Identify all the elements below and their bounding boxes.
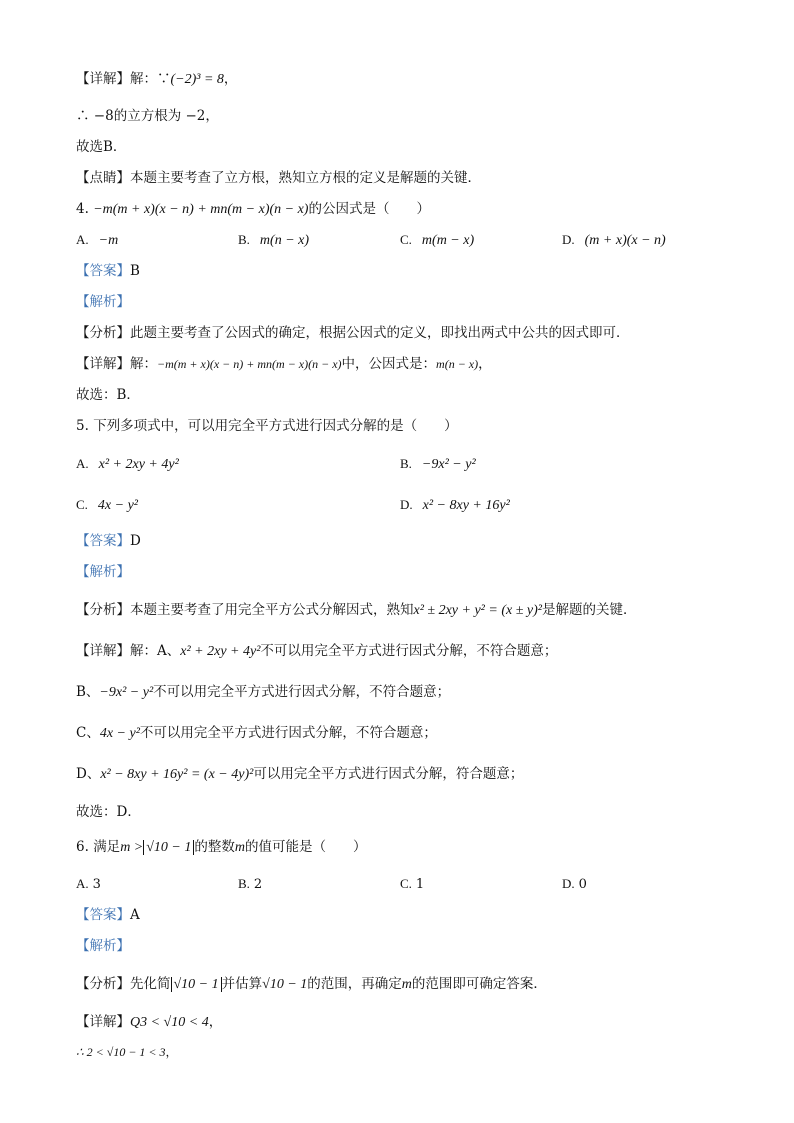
answer-value: D: [130, 533, 141, 549]
q6-stem-text-3: 的值可能是（ ）: [245, 839, 367, 855]
q3-therefore: ∴ −8的立方根为 −2，: [76, 108, 219, 124]
fenxi-var: m: [401, 977, 412, 992]
option-key: B.: [238, 876, 250, 891]
detail-label: 【详解】: [76, 356, 130, 372]
detail-prefix: B、: [76, 684, 100, 700]
q5-option-a: [76, 455, 179, 474]
detail-text: 不可以用完全平方式进行因式分解，不符合题意；: [139, 725, 437, 741]
q6-fenxi: [76, 975, 547, 994]
q6-option-b: [238, 875, 262, 894]
detail-punct: ，: [223, 71, 238, 87]
q5-option-c: [76, 496, 138, 515]
option-key: A.: [76, 456, 89, 471]
option-text: x² + 2xy + 4y²: [98, 457, 179, 472]
analysis-label: 【解析】: [76, 938, 130, 954]
detail-end: ，: [208, 1014, 223, 1030]
answer-label: 【答案】: [76, 263, 130, 279]
detail-text: 可以用完全平方式进行因式分解，符合题意；: [253, 766, 524, 782]
option-key: D.: [400, 497, 413, 512]
detail-math: (−2)³ = 8: [170, 72, 224, 87]
option-key: C.: [76, 497, 88, 512]
analysis-label: 【解析】: [76, 564, 130, 580]
detail-label: 【详解】: [76, 643, 130, 659]
q4-option-b: [238, 231, 309, 250]
detail-result: m(n − x): [436, 357, 479, 371]
q5-stem-text: 下列多项式中，可以用完全平方式进行因式分解的是（ ）: [93, 418, 458, 434]
q4-option-a: [76, 231, 118, 250]
fenxi-label: 【分析】: [76, 325, 130, 341]
q4-option-d: [562, 231, 666, 250]
q5-fenxi: [76, 601, 636, 620]
option-text: −m: [98, 233, 119, 248]
question-number: 5.: [76, 418, 89, 434]
option-key: C.: [400, 232, 412, 247]
option-text: x² − 8xy + 16y²: [422, 498, 510, 513]
option-text: 2: [253, 877, 263, 892]
option-key: A.: [76, 876, 89, 891]
detail-end: ，: [478, 356, 492, 372]
comment-text: 本题主要考查了立方根，熟知立方根的定义是解题的关键．: [130, 170, 481, 186]
detail-math: x² + 2xy + 4y²: [180, 644, 261, 659]
q3-choose: 故选B．: [76, 139, 127, 155]
question-number: 4.: [76, 201, 89, 217]
comment-label: 【点睛】: [76, 170, 130, 186]
step-math: ∴ 2 < √10 − 1 < 3: [76, 1045, 166, 1059]
fenxi-text-end: 是解题的关键．: [541, 602, 637, 618]
q5-answer: [76, 532, 141, 550]
option-text: (m + x)(x − n): [584, 233, 666, 248]
q5-detail-a: [76, 642, 557, 661]
option-key: D.: [562, 876, 575, 891]
option-key: B.: [400, 456, 412, 471]
option-text: 3: [92, 877, 101, 892]
detail-math: 4x − y²: [99, 726, 140, 741]
q6-stem-math: m >: [120, 840, 144, 855]
q6-option-a: [76, 875, 101, 894]
detail-prefix: D、: [76, 766, 101, 782]
q6-option-d: [562, 875, 587, 894]
detail-text: 解：∵: [130, 71, 171, 87]
detail-prefix: C、: [76, 725, 100, 741]
q6-stem-text-2: 的整数: [194, 839, 235, 855]
fenxi-label: 【分析】: [76, 976, 130, 992]
q6-stem-abs: √10 − 1: [143, 840, 194, 855]
q6-step: [76, 1043, 178, 1061]
option-text: 4x − y²: [97, 498, 138, 513]
q4-answer: [76, 262, 140, 280]
detail-mid: 中，公因式是：: [341, 356, 437, 372]
q5-option-d: [400, 496, 510, 515]
fenxi-text: 本题主要考查了用完全平方公式分解因式，熟知: [130, 602, 414, 618]
detail-math: Q3 < √10 < 4: [130, 1015, 209, 1030]
detail-text: 不可以用完全平方式进行因式分解，不符合题意；: [260, 643, 558, 659]
detail-prefix: 解：: [130, 356, 157, 372]
fenxi-math: x² ± 2xy + y² = (x ± y)²: [413, 603, 542, 618]
detail-label: 【详解】: [76, 71, 130, 87]
q6-option-c: [400, 875, 424, 894]
detail-prefix: 解：A、: [130, 643, 181, 659]
option-key: A.: [76, 232, 89, 247]
option-text: m(n − x): [259, 233, 310, 248]
answer-label: 【答案】: [76, 907, 130, 923]
option-text: 0: [578, 877, 587, 892]
fenxi-text: 先化简: [130, 976, 171, 992]
fenxi-text-3: 的范围，再确定: [307, 976, 402, 992]
fenxi-text-2: 并估算: [221, 976, 263, 992]
option-text: 1: [415, 877, 425, 892]
q5-stem: [76, 417, 458, 435]
q4-choose: 故选：B．: [76, 387, 140, 403]
q4-analysis-label: [76, 293, 130, 311]
detail-expr: −m(m + x)(x − n) + mn(m − x)(n − x): [157, 357, 342, 371]
q6-detail: [76, 1013, 222, 1032]
q5-option-b: [400, 455, 476, 474]
option-key: D.: [562, 232, 575, 247]
fenxi-text: 此题主要考查了公因式的确定，根据公因式的定义，即找出两式中公共的因式即可．: [130, 325, 630, 341]
q5-choose: 故选：D．: [76, 804, 141, 820]
q3-detail-line: [76, 70, 237, 89]
detail-label: 【详解】: [76, 1014, 130, 1030]
q5-detail-d: [76, 765, 523, 784]
q6-answer: [76, 906, 140, 924]
fenxi-label: 【分析】: [76, 602, 130, 618]
step-end: ，: [165, 1045, 178, 1059]
option-text: m(m − x): [421, 233, 475, 248]
fenxi-abs: √10 − 1: [171, 977, 222, 992]
q6-analysis-label: [76, 937, 130, 955]
fenxi-sqrt: √10 − 1: [262, 977, 308, 992]
q4-option-c: [400, 231, 474, 250]
answer-value: A: [130, 907, 140, 923]
q5-detail-b: [76, 683, 450, 702]
q6-stem-text: 满足: [93, 839, 121, 855]
q4-detail: [76, 355, 492, 373]
q4-stem: [76, 200, 430, 219]
detail-math: x² − 8xy + 16y² = (x − 4y)²: [100, 767, 254, 782]
question-number: 6.: [76, 839, 89, 855]
q6-stem: [76, 838, 367, 857]
option-key: B.: [238, 232, 250, 247]
q4-expr: −m(m + x)(x − n) + mn(m − x)(n − x): [93, 202, 309, 217]
q3-comment: [76, 169, 481, 187]
q4-stem-suffix: 的公因式是（ ）: [308, 201, 430, 217]
q5-analysis-label: [76, 563, 130, 581]
detail-math: −9x² − y²: [99, 685, 154, 700]
answer-value: B: [130, 263, 140, 279]
q5-detail-c: [76, 724, 437, 743]
fenxi-text-4: 的范围即可确定答案．: [411, 976, 547, 992]
answer-label: 【答案】: [76, 533, 130, 549]
detail-text: 不可以用完全平方式进行因式分解，不符合题意；: [153, 684, 451, 700]
q4-fenxi: [76, 324, 630, 342]
q6-stem-var: m: [234, 840, 246, 855]
option-key: C.: [400, 876, 412, 891]
analysis-label: 【解析】: [76, 294, 130, 310]
option-text: −9x² − y²: [421, 457, 476, 472]
